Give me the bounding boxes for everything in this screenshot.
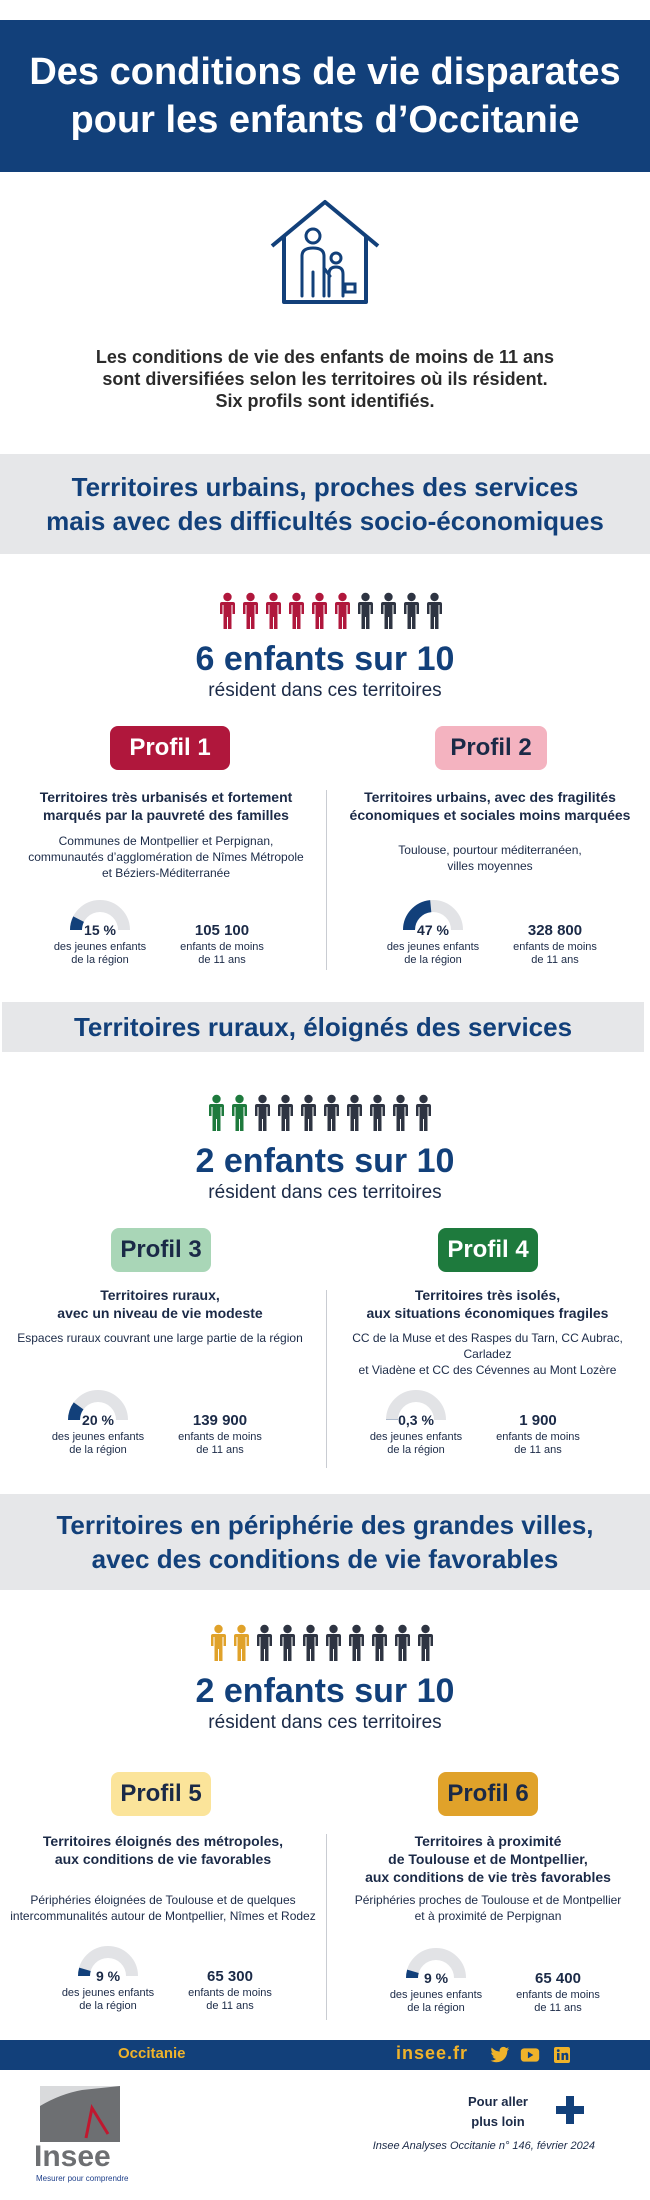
person-icon <box>344 1094 365 1132</box>
profil-4-percent: 0,3 % <box>398 1412 434 1428</box>
profil-3-percent-caption: des jeunes enfants de la région <box>51 1431 145 1456</box>
section-2-share-sub: résident dans ces territoires <box>208 1182 442 1203</box>
section-1-title: Territoires urbains, proches des services mais avec des difficultés socio-économiques <box>46 472 604 536</box>
profil-6-count: 65 400 <box>535 1970 581 1987</box>
person-icon <box>332 592 353 630</box>
section-3-band <box>0 1494 650 1590</box>
section-1-divider <box>326 790 327 970</box>
person-icon <box>390 1094 411 1132</box>
section-3-share: 2 enfants sur 10 <box>195 1672 455 1710</box>
profil-5-title: Territoires éloignés des métropoles, aux conditions de vie favorables <box>42 1833 284 1867</box>
section-3-title: Territoires en périphérie des grandes villes, avec des conditions de vie favorables <box>56 1510 594 1574</box>
more-info-text[interactable]: Pour aller plus loin <box>468 2094 528 2129</box>
person-icon <box>275 1094 296 1132</box>
person-icon <box>323 1624 344 1662</box>
profil-3-title: Territoires ruraux, avec un niveau de vie modeste <box>57 1287 263 1321</box>
youtube-icon[interactable] <box>520 2046 540 2064</box>
insee-tagline: Mesurer pour comprendre <box>36 2174 129 2183</box>
plus-icon[interactable] <box>556 2096 584 2124</box>
profil-6-description: Périphéries proches de Toulouse et de Montpellier et à proximité de Perpignan <box>354 1893 622 1923</box>
profil-1-percent: 15 % <box>84 922 116 938</box>
profil-4-description: CC de la Muse et des Raspes du Tarn, CC Aubrac, Carladez et Viadène et CC des Cévennes au Mont Lozère <box>352 1331 623 1377</box>
profil-1-percent-caption: des jeunes enfants de la région <box>53 941 147 966</box>
section-3-divider <box>326 1834 327 2020</box>
profil-3-badge: Profil 3 <box>111 1228 211 1272</box>
section-1-share-sub: résident dans ces territoires <box>208 680 442 701</box>
profil-2-count: 328 800 <box>527 922 583 939</box>
person-icon <box>367 1094 388 1132</box>
person-icon <box>208 1624 229 1662</box>
section-2-band <box>2 1002 644 1052</box>
linkedin-icon[interactable] <box>552 2046 572 2064</box>
person-icon <box>298 1094 319 1132</box>
publication-reference: Insee Analyses Occitanie n° 146, février 2024 <box>372 2140 595 2152</box>
profil-2-description: Toulouse, pourtour méditerranéen, villes moyennes <box>398 843 582 873</box>
profil-3-count-caption: enfants de moins de 11 ans <box>178 1431 262 1456</box>
website-link[interactable]: insee.fr <box>396 2043 469 2063</box>
profil-2-title: Territoires urbains, avec des fragilités économiques et sociales moins marquées <box>349 789 631 823</box>
profil-3-percent: 20 % <box>82 1412 114 1428</box>
profil-2-badge: Profil 2 <box>435 726 547 770</box>
person-icon <box>415 1624 436 1662</box>
person-icon <box>277 1624 298 1662</box>
profil-5-percent-caption: des jeunes enfants de la région <box>61 1987 155 2012</box>
profil-3-description: Espaces ruraux couvrant une large partie de la région <box>17 1331 303 1345</box>
profil-4-title: Territoires très isolés, aux situations économiques fragiles <box>366 1287 609 1321</box>
person-icon <box>254 1624 275 1662</box>
profil-5-count: 65 300 <box>207 1968 253 1985</box>
intro-text: Les conditions de vie des enfants de moins de 11 ans sont diversifiées selon les territoires où ils résident. Six profils sont identifiés. <box>95 347 555 411</box>
profil-6-title: Territoires à proximité de Toulouse et de Montpellier, aux conditions de vie très favorables <box>365 1833 611 1885</box>
person-icon <box>240 592 261 630</box>
profil-2-count-caption: enfants de moins de 11 ans <box>513 941 597 966</box>
person-icon <box>252 1094 273 1132</box>
footer-region: Occitanie <box>118 2045 186 2062</box>
profil-1-count: 105 100 <box>194 922 250 939</box>
profil-1-title: Territoires très urbanisés et fortement marqués par la pauvreté des familles <box>39 789 293 823</box>
twitter-icon[interactable] <box>490 2046 510 2064</box>
section-3-people <box>208 1624 436 1662</box>
profil-6-percent: 9 % <box>423 1970 449 1986</box>
profil-4-count-caption: enfants de moins de 11 ans <box>496 1431 580 1456</box>
profil-4-percent-caption: des jeunes enfants de la région <box>369 1431 463 1456</box>
person-icon <box>369 1624 390 1662</box>
page-title: Des conditions de vie disparates pour les enfants d’Occitanie <box>29 51 621 141</box>
insee-logo-icon <box>40 2086 120 2142</box>
profil-6-badge: Profil 6 <box>438 1772 538 1816</box>
person-icon <box>217 592 238 630</box>
person-icon <box>300 1624 321 1662</box>
section-3-share-sub: résident dans ces territoires <box>208 1712 442 1733</box>
person-icon <box>392 1624 413 1662</box>
section-2-people <box>206 1094 434 1132</box>
header-banner <box>0 20 650 172</box>
person-icon <box>206 1094 227 1132</box>
profil-1-count-caption: enfants de moins de 11 ans <box>180 941 264 966</box>
section-1-band <box>0 454 650 554</box>
section-2-title: Territoires ruraux, éloignés des services <box>73 1012 573 1042</box>
profil-4-badge: Profil 4 <box>438 1228 538 1272</box>
section-1-share: 6 enfants sur 10 <box>195 640 455 678</box>
insee-logo-text: Insee <box>34 2140 111 2173</box>
profil-2-percent-caption: des jeunes enfants de la région <box>386 941 480 966</box>
profil-5-count-caption: enfants de moins de 11 ans <box>188 1987 272 2012</box>
section-2-share: 2 enfants sur 10 <box>195 1142 455 1180</box>
section-1-people <box>217 592 445 630</box>
profil-6-percent-caption: des jeunes enfants de la région <box>389 1989 483 2014</box>
person-icon <box>309 592 330 630</box>
profil-3-count: 139 900 <box>192 1412 248 1429</box>
profil-1-badge: Profil 1 <box>110 726 230 770</box>
person-icon <box>286 592 307 630</box>
section-2-divider <box>326 1290 327 1468</box>
person-icon <box>229 1094 250 1132</box>
profil-4-count: 1 900 <box>519 1412 557 1429</box>
person-icon <box>355 592 376 630</box>
profil-1-description: Communes de Montpellier et Perpignan, communautés d’agglomération de Nîmes Métropole et Béziers-Méditerranée <box>28 834 304 880</box>
person-icon <box>346 1624 367 1662</box>
person-icon <box>413 1094 434 1132</box>
profil-2-percent: 47 % <box>417 922 449 938</box>
profil-5-badge: Profil 5 <box>111 1772 211 1816</box>
profil-5-percent: 9 % <box>95 1968 121 1984</box>
profil-6-count-caption: enfants de moins de 11 ans <box>516 1989 600 2014</box>
house-family-icon <box>268 196 382 308</box>
person-icon <box>263 592 284 630</box>
person-icon <box>231 1624 252 1662</box>
person-icon <box>378 592 399 630</box>
footer-bar <box>0 2040 650 2070</box>
person-icon <box>401 592 422 630</box>
profil-5-description: Périphéries éloignées de Toulouse et de quelques intercommunalités autour de Montpellier, Nîmes et Rodez <box>10 1893 316 1923</box>
person-icon <box>424 592 445 630</box>
person-icon <box>321 1094 342 1132</box>
